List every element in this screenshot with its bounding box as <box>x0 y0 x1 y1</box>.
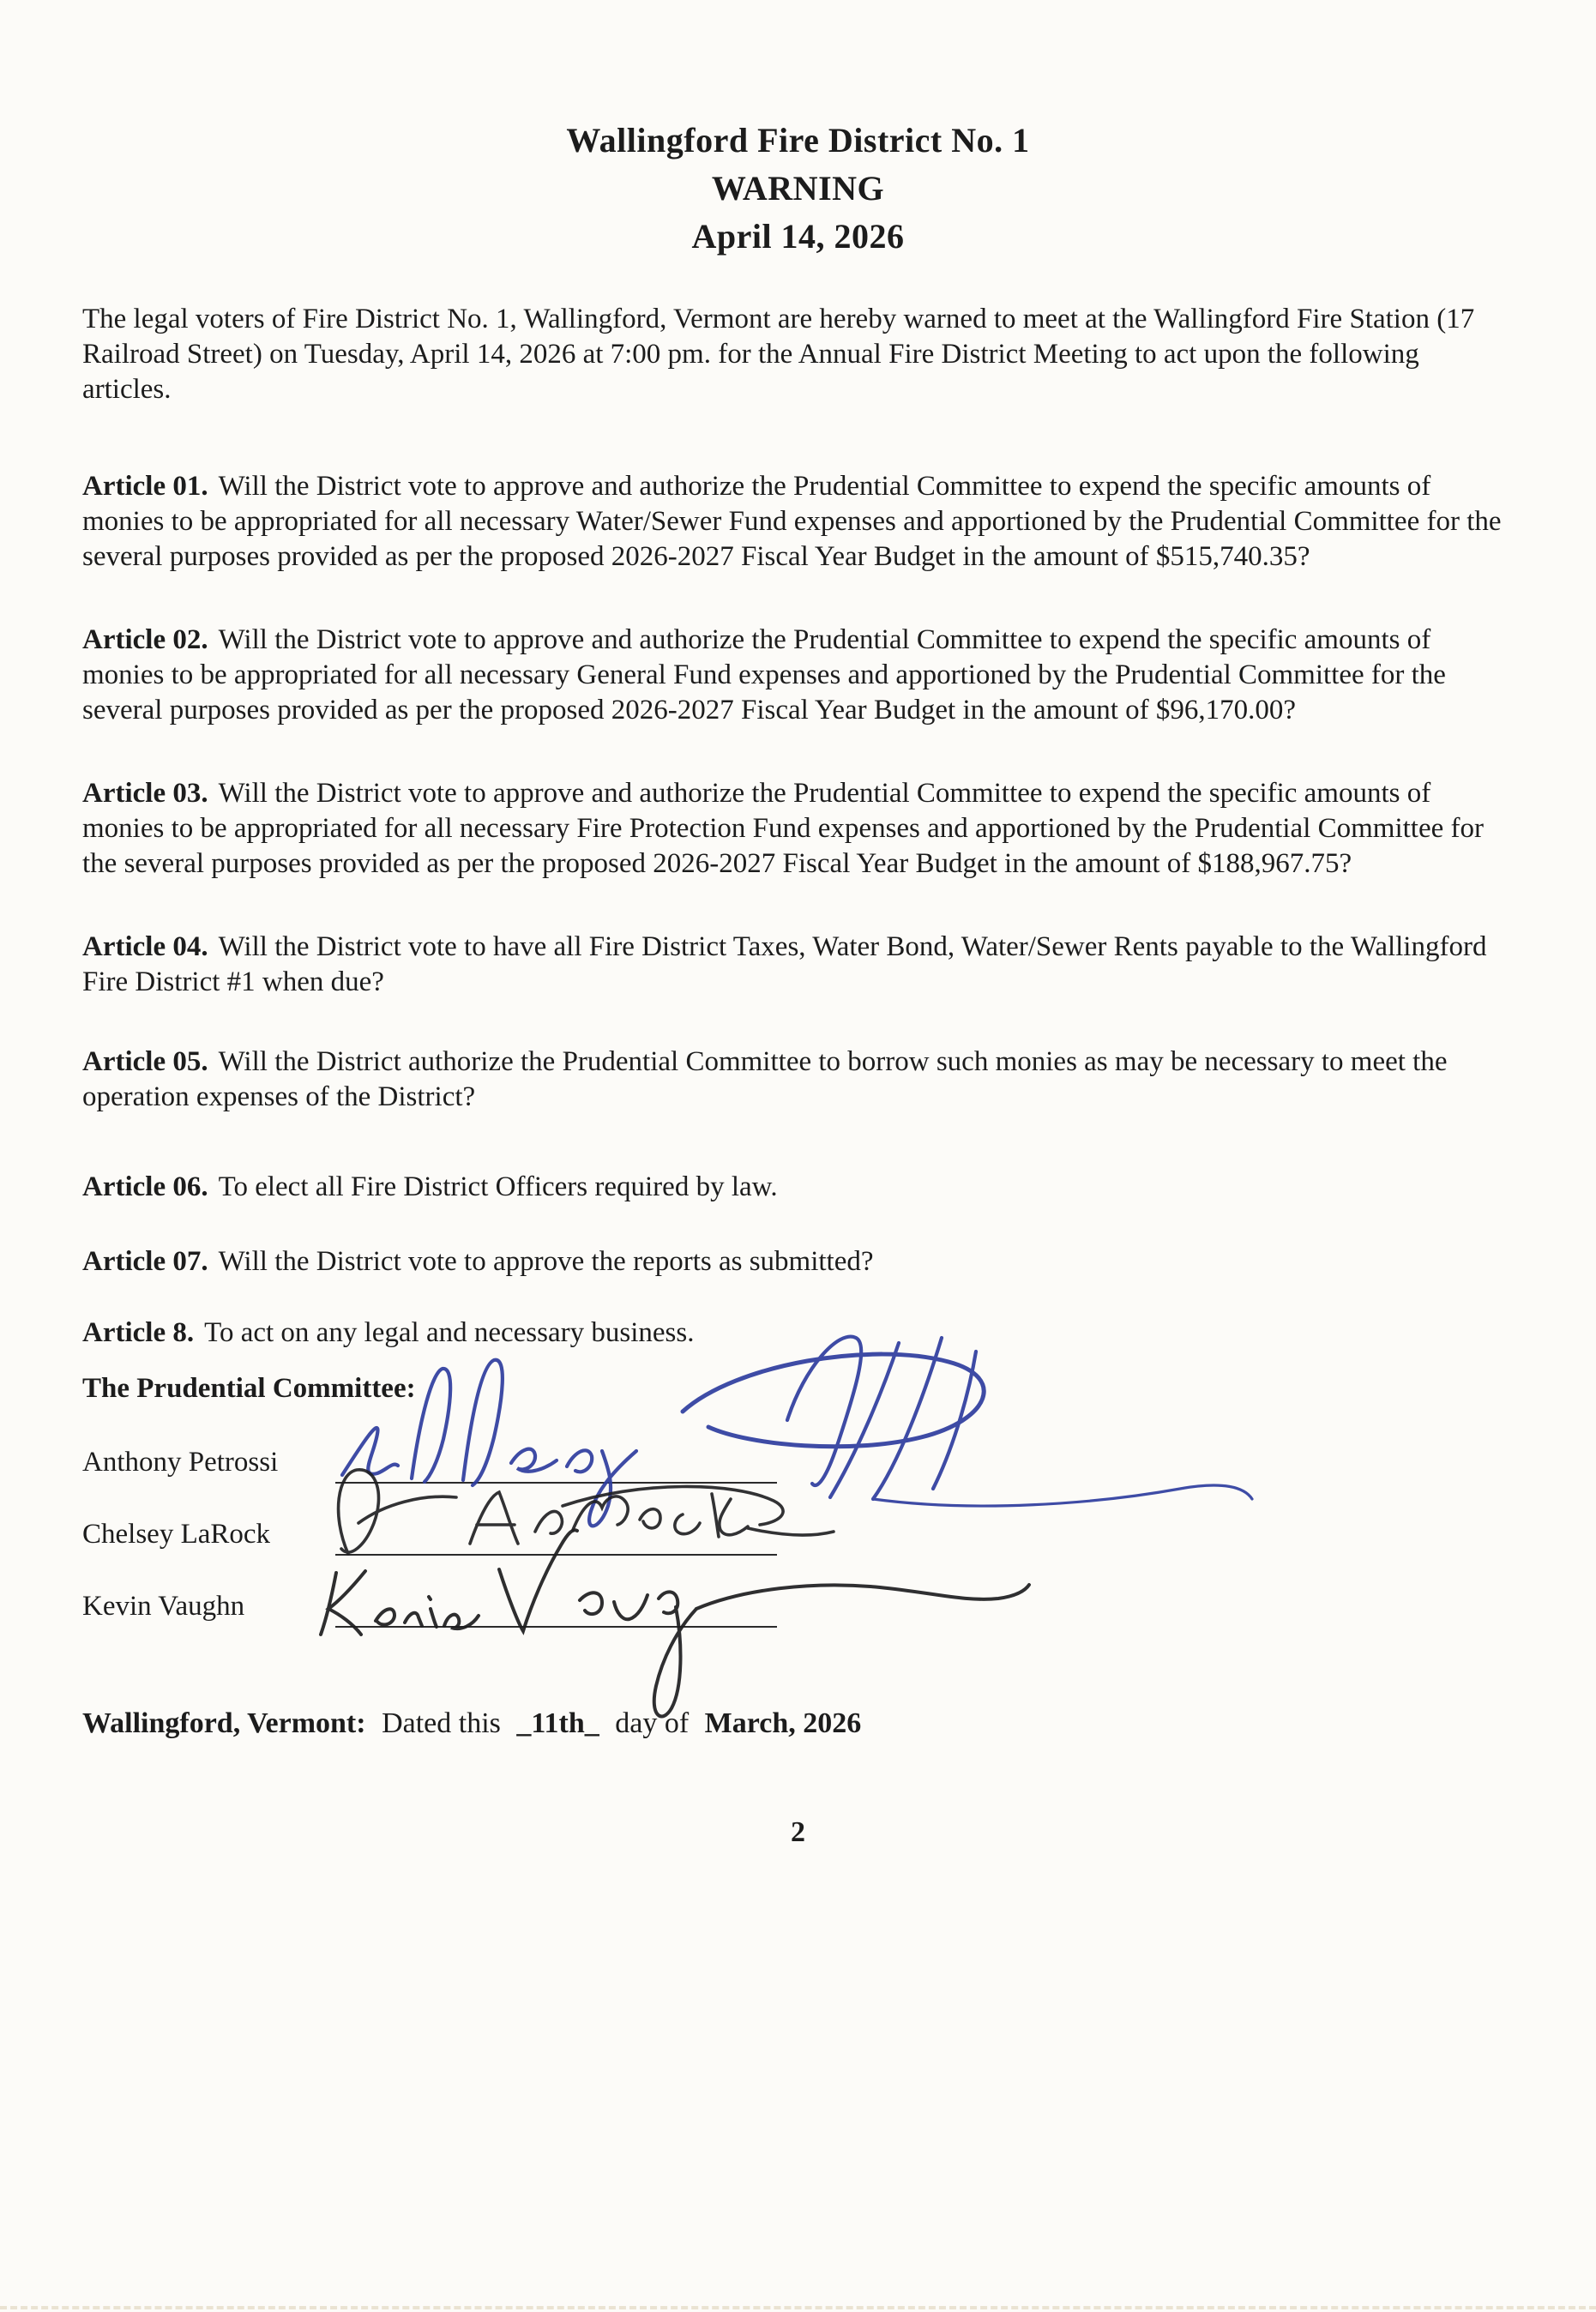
article-08 <box>82 1316 1514 1351</box>
document-page <box>0 117 1596 1849</box>
article-04-label: Article 04. <box>82 931 208 962</box>
dated-place: Wallingford, Vermont: <box>82 1707 366 1739</box>
dated-pre-text: Dated this <box>382 1707 501 1739</box>
article-07 <box>82 1244 1514 1279</box>
article-05 <box>82 1045 1514 1115</box>
signature-row-petrossi <box>82 1418 1514 1490</box>
article-02-text: Will the District vote to approve and authorize the Prudential Committee to expend the specific amounts of monies to be appropriated for all necessary General Fund expenses and apportioned by the Prudential Committee for the several purposes provided as per the proposed 2026-2027 Fiscal Year Budget in the amount of $96,170.00? <box>82 624 1446 726</box>
article-01-label: Article 01. <box>82 471 208 502</box>
signature-block <box>82 1418 1514 1640</box>
article-07-text: Will the District vote to approve the reports as submitted? <box>218 1246 874 1277</box>
signature-line-petrossi <box>335 1482 777 1484</box>
article-05-text: Will the District authorize the Prudential Committee to borrow such monies as may be necessary to meet the operation expenses of the District? <box>82 1046 1448 1112</box>
document-header <box>82 117 1514 261</box>
meeting-date-heading: April 14, 2026 <box>691 217 905 256</box>
article-01-text: Will the District vote to approve and authorize the Prudential Committee to expend the specific amounts of monies to be appropriated for all necessary Water/Sewer Fund expenses and apportioned by the Prudential Committee for the several purposes provided as per the proposed 2026-2027 Fiscal Year Budget in the amount of $515,740.35? <box>82 471 1502 572</box>
signature-row-larock <box>82 1490 1514 1562</box>
article-06-label: Article 06. <box>82 1171 208 1202</box>
dated-mid-text: day of <box>615 1707 690 1739</box>
signature-line-vaughn <box>335 1626 777 1628</box>
article-07-label: Article 07. <box>82 1246 208 1277</box>
signer-name-petrossi: Anthony Petrossi <box>82 1447 279 1478</box>
dated-day: _11th_ <box>516 1707 599 1739</box>
article-03-text: Will the District vote to approve and authorize the Prudential Committee to expend the specific amounts of monies to be appropriated for all necessary Fire Protection Fund expenses and apportioned by the Prudential Committee for the several purposes provided as per the proposed 2026-2027 Fiscal Year Budget in the amount of $188,967.75? <box>82 778 1484 879</box>
signature-row-vaughn <box>82 1562 1514 1635</box>
scan-edge-artifact <box>0 2306 1596 2309</box>
scanned-document <box>0 117 1596 2312</box>
committee-heading: The Prudential Committee: <box>82 1373 416 1404</box>
article-02-label: Article 02. <box>82 624 208 655</box>
article-06-text: To elect all Fire District Officers required by law. <box>218 1171 778 1202</box>
article-04-text: Will the District vote to have all Fire District Taxes, Water Bond, Water/Sewer Rents payable to the Wallingford Fire District #1 when due? <box>82 931 1487 997</box>
article-03-label: Article 03. <box>82 778 208 809</box>
article-08-text: To act on any legal and necessary business. <box>204 1317 695 1348</box>
signature-line-larock <box>335 1554 777 1556</box>
article-06 <box>82 1170 1514 1205</box>
page-title: Wallingford Fire District No. 1 <box>566 121 1030 160</box>
dated-month-year: March, 2026 <box>704 1707 862 1739</box>
article-03 <box>82 776 1514 882</box>
article-05-label: Article 05. <box>82 1046 208 1077</box>
article-04 <box>82 930 1514 1000</box>
intro-paragraph: The legal voters of Fire District No. 1, Wallingford, Vermont are hereby warned to meet at the Wallingford Fire Station (17 Railroad Street) on Tuesday, April 14, 2026 at 7:00 pm. for the Annual Fire District Meeting to act upon the following articles. <box>82 304 1475 405</box>
page-number: 2 <box>791 1816 805 1848</box>
article-02 <box>82 623 1514 728</box>
article-01 <box>82 469 1514 575</box>
signer-name-larock: Chelsey LaRock <box>82 1519 271 1550</box>
warning-heading: WARNING <box>711 169 885 208</box>
signer-name-vaughn: Kevin Vaughn <box>82 1591 245 1622</box>
dated-line <box>82 1705 1514 1743</box>
article-08-label: Article 8. <box>82 1317 195 1348</box>
